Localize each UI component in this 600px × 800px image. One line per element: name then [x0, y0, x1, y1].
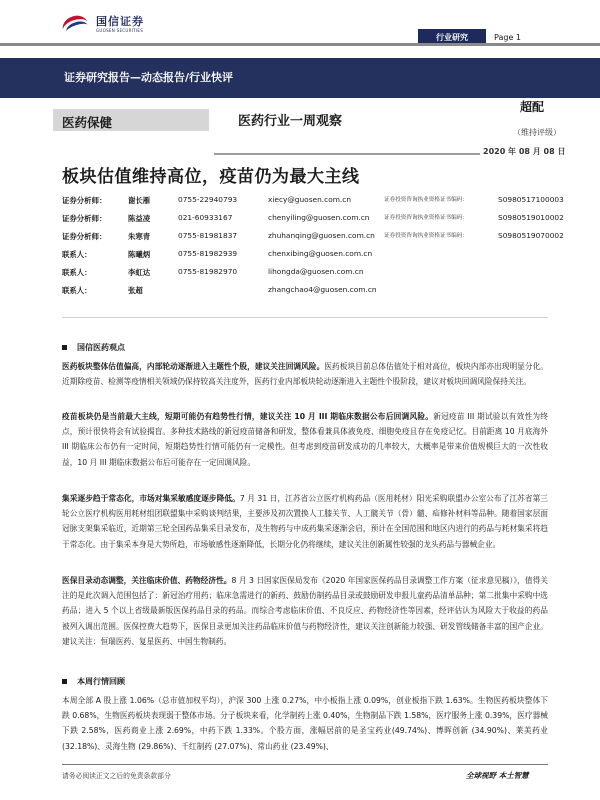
contact-role: 证券分析师：: [62, 196, 107, 205]
section-heading-views: [62, 342, 125, 353]
contact-cert-label: 证券投资咨询执业资格证书编码：: [384, 215, 468, 221]
contact-cert-number: S0980519010002: [498, 213, 564, 222]
contact-name: 张超: [128, 286, 143, 295]
footer-rule: [62, 764, 548, 765]
paragraph-lead: 疫苗板块仍是当前最大主线，短期可能仍有趋势性行情，建议关注 10 月 III 期临床数据公布后回调风险。: [62, 412, 434, 421]
contact-phone: 0755-81982939: [178, 249, 238, 258]
guosen-logo: [62, 12, 144, 36]
contact-name: 朱寒青: [128, 232, 151, 241]
paragraph-body: 本周全部 A 股上涨 1.06%（总市值加权平均），沪深 300 上涨 0.27%，中小板指上涨 0.09%，创业板指下跌 1.63%。生物医药板块整体下跌 0.68%，生物医药板块表现弱于整体市场。分子板块来看，化学制药上涨 0.40%，生物制品下跌 1.58%，医疗服务上涨 0.39%，医疗器械下跌 2.58%，医药商业上涨 2.69%，中药下跌 1.33%。个股方面，涨幅居前的是圣宝药业(49.74%)、博晖创新 (34.90%)、莱美药业 (32.18%)、灵海生物 (29.86%)、千红制药 (27.07%)、常山药业 (23.49%)、: [62, 696, 548, 751]
contact-phone: 0755-81982970: [178, 267, 238, 276]
contact-email[interactable]: zhangchao4@guosen.com.cn: [268, 285, 377, 294]
paragraph: [62, 359, 548, 389]
paragraph-body: 医药板块目前总体估值处于相对高位，板块内部亦出现明显分化。近期除疫苗、检测等疫情相关领域仍保持较高关注度外，医药行业内部板块轮动逐渐进入主题性个股阶段，建议对板块回调风险保持关注。: [62, 362, 548, 387]
contact-cert-label: 证券投资咨询执业资格证书编码：: [384, 197, 468, 203]
contact-email[interactable]: lihongda@guosen.com.cn: [268, 267, 364, 276]
contact-phone: 0755-22940793: [178, 195, 238, 204]
page-number: Page 1: [494, 32, 521, 42]
report-series-title: 医药行业一周观察: [238, 114, 343, 129]
contact-name: 李虹达: [128, 268, 151, 277]
paragraph: [62, 409, 548, 470]
paragraph-body: 7 月 31 日，江苏省公立医疗机构药品（医用耗材）阳光采购联盟办公室公布了江苏省第三轮公立医疗机构医用耗材组团联盟集中采购谈判结果，主要涉及初次置换人工膝关节、人工髋关节（骨）髓、疝修补材料等品种。随着国家层面冠脉支架集采临近，近期第三轮全国药品集采目录发布，及生物药与中成药集采逐渐会启，预计在全国范围和地区内进行的药品与耗材集采将趋于常态化。由于集采本身是大势所趋，市场敏感性逐渐降低，长期分化仍将继续，建议关注创新属性较强的龙头药品与器械企业。: [62, 494, 548, 549]
section-heading-text: 国信医药观点: [77, 343, 125, 352]
contact-cert-number: S0980517100003: [498, 195, 564, 204]
section-heading-text: 本周行情回顾: [77, 677, 125, 686]
rating-note: （维持评级）: [513, 128, 561, 137]
logo-cn-text: 国信证券: [96, 14, 144, 28]
contact-phone: 0755-81981837: [178, 231, 238, 240]
contact-cert-label: 证券投资咨询执业资格证书编码：: [384, 233, 468, 239]
paragraph-body: 8 月 3 日国家医保局发布《2020 年国家医保药品目录调整工作方案（征求意见稿）》，值得关注的是此次调入范围包括了：新冠治疗用药；临床急需进行的新药、鼓励仿制药品目录或鼓励研发申报儿童药品清单品种；第二批集中采购中选药品；进入 5 个以上省级最新版医保药品目录的药品。而综合考虑临床价值、不良反应、药物经济性等因素，经评估认为风险大于收益的药品被列入调出范围。医保控费大趋势下，医保目录更加关注药品临床价值与药物经济性，建议关注创新能力较强、研发管线储备丰富的国产企业。建议关注：恒瑞医药、复星医药、中国生物制药。: [62, 576, 548, 646]
paragraph-lead: 集采逐步趋于常态化，市场对集采敏感度逐步降低。: [62, 494, 240, 503]
paragraph: [62, 693, 548, 755]
rating: 超配: [520, 100, 545, 114]
paragraph-body: 新冠疫苗 III 期试验以有效性为终点，预计很快将会有试验揭盲。多种技术路线的新冠疫苗储备和研发，整体看兼具体液免疫、细胞免疫且存在免疫记忆。目前距离 10 月底海外 III 期临床公布仍有一定时间，短期趋势性行情可能仍有一定模性。但考虑到疫苗研发成功的几率较大，大概率是带来价值规模巨大的一次性收益，10 月 III 期临床数据公布后可能存在一定回调风险。: [62, 412, 548, 467]
contact-email[interactable]: chenyiling@guosen.com.cn: [268, 213, 370, 222]
contact-name: 陈曦炳: [128, 250, 151, 259]
contact-role: 证券分析师：: [62, 232, 107, 241]
paragraph: [62, 491, 548, 552]
section-divider: [62, 317, 548, 318]
report-category-tag: 行业研究: [418, 29, 486, 45]
contact-email[interactable]: zhuhanqing@guosen.com.cn: [268, 231, 375, 240]
guosen-logo-mark-icon: [62, 14, 92, 34]
contact-email[interactable]: chenxibing@guosen.com.cn: [268, 249, 373, 258]
main-title: 板块估值维持高位，疫苗仍为最大主线: [62, 167, 360, 187]
paragraph-lead: 医保目录动态调整，关注临床价值、药物经济性。: [62, 576, 232, 585]
logo-en-text: GUOSEN SECURITIES: [96, 27, 144, 33]
report-date: 2020 年 08 月 08 日: [480, 146, 568, 157]
paragraph: [62, 573, 548, 649]
contact-role: 联系人：: [62, 250, 92, 259]
section-heading-market: [62, 676, 125, 687]
contact-email[interactable]: xiecy@guosen.com.cn: [268, 195, 352, 204]
contact-role: 联系人：: [62, 286, 92, 295]
contact-name: 陈益凌: [128, 214, 151, 223]
contact-role: 联系人：: [62, 268, 92, 277]
footer-disclaimer: 请务必阅读正文之后的免责条款部分: [62, 772, 171, 780]
paragraph-lead: 医药板块整体估值偏高，内部轮动逐渐进入主题性个股，建议关注回调风险。: [62, 362, 325, 371]
square-bullet-icon: [62, 679, 67, 684]
contact-cert-number: S0980519070002: [498, 231, 564, 240]
footer-slogan: 全球视野 本土智慧: [466, 771, 529, 780]
contact-name: 谢长雁: [128, 196, 151, 205]
band-title: 证券研究报告—动态报告/行业快评: [64, 71, 234, 84]
contact-role: 证券分析师：: [62, 214, 107, 223]
square-bullet-icon: [62, 345, 67, 350]
sector-name: 医药保健: [62, 115, 113, 130]
contact-phone: 021-60933167: [178, 213, 233, 222]
header-rule: [0, 43, 600, 46]
